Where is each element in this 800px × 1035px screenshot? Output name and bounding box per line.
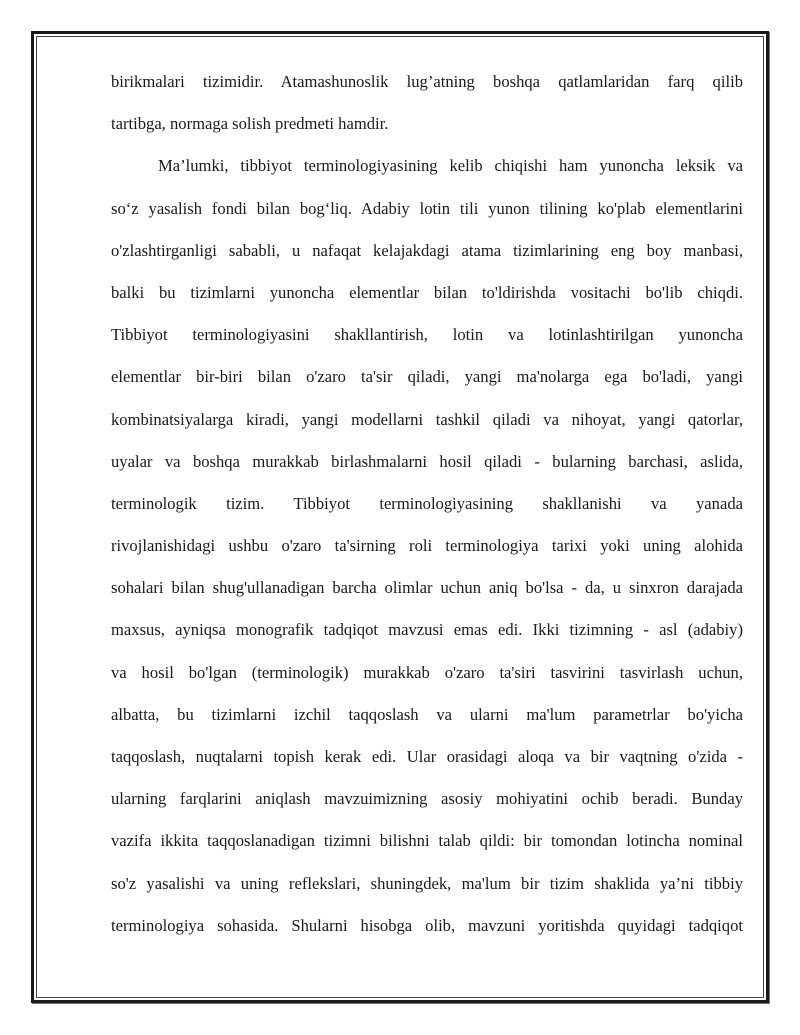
text-line: birikmalari tizimidir. Atamashunoslik lug’atning boshqa qatlamlaridan farq qilib bbox=[111, 72, 743, 91]
text-line: so'z yasalishi va uning reflekslari, shuningdek, ma'lum bir tizim shaklida ya’ni tibbiy bbox=[111, 873, 743, 893]
text-line: terminologiya sohasida. Shularni hisobga olib, mavzuni yoritishda quyidagi tadqiqot bbox=[111, 915, 743, 935]
text-line: elementlar bir-biri bilan o'zaro ta'sir qiladi, yangi ma'nolarga ega bo'ladi, yangi bbox=[111, 367, 743, 387]
text-line: Tibbiyot terminologiyasini shakllantirish, lotin va lotinlashtirilgan yunoncha bbox=[111, 325, 743, 345]
text-line: maxsus, ayniqsa monografik tadqiqot mavzusi emas edi. Ikki tizimning - asl (adabiy) bbox=[111, 620, 743, 640]
text-line: terminologik tizim. Tibbiyot terminologiyasining shakllanishi va yanada bbox=[111, 493, 743, 513]
text-line: ularning farqlarini aniqlash mavzuimizning asosiy mohiyatini ochib beradi. Bunday bbox=[111, 789, 743, 809]
text-line: sohalari bilan shug'ullanadigan barcha olimlar uchun aniq bo'lsa - da, u sinxron darajada bbox=[111, 578, 743, 598]
document-body bbox=[111, 61, 743, 947]
text-line: tartibga, normaga solish predmeti hamdir. bbox=[111, 114, 389, 134]
text-line: Ma’lumki, tibbiyot terminologiyasining kelib chiqishi ham yunoncha leksik va bbox=[158, 156, 743, 176]
text-line: taqqoslash, nuqtalarni topish kerak edi. Ular orasidagi aloqa va bir vaqtning o'zida - bbox=[111, 747, 743, 766]
text-line: kombinatsiyalarga kiradi, yangi modellarni tashkil qiladi va nihoyat, yangi qatorlar, bbox=[111, 409, 743, 429]
text-line: balki bu tizimlarni yunoncha elementlar bilan to'ldirishda vositachi bo'lib chiqdi. bbox=[111, 282, 743, 302]
text-line: rivojlanishidagi ushbu o'zaro ta'sirning roli terminologiya tarixi yoki uning alohida bbox=[111, 536, 743, 556]
text-line: so‘z yasalish fondi bilan bog‘liq. Adabiy lotin tili yunon tilining ko'plab elementlarini bbox=[111, 198, 743, 218]
text-line: vazifa ikkita taqqoslanadigan tizimni bilishni talab qildi: bir tomondan lotincha nominal bbox=[111, 831, 743, 851]
text-line: va hosil bo'lgan (terminologik) murakkab o'zaro ta'siri tasvirini tasvirlash uchun, bbox=[111, 662, 743, 682]
text-line: uyalar va boshqa murakkab birlashmalarni hosil qiladi - bularning barchasi, aslida, bbox=[111, 451, 743, 471]
text-line: albatta, bu tizimlarni izchil taqqoslash va ularni ma'lum parametrlar bo'yicha bbox=[111, 704, 743, 724]
text-line: o'zlashtirganligi sababli, u nafaqat kelajakdagi atama tizimlarining eng boy manbasi, bbox=[111, 240, 743, 260]
